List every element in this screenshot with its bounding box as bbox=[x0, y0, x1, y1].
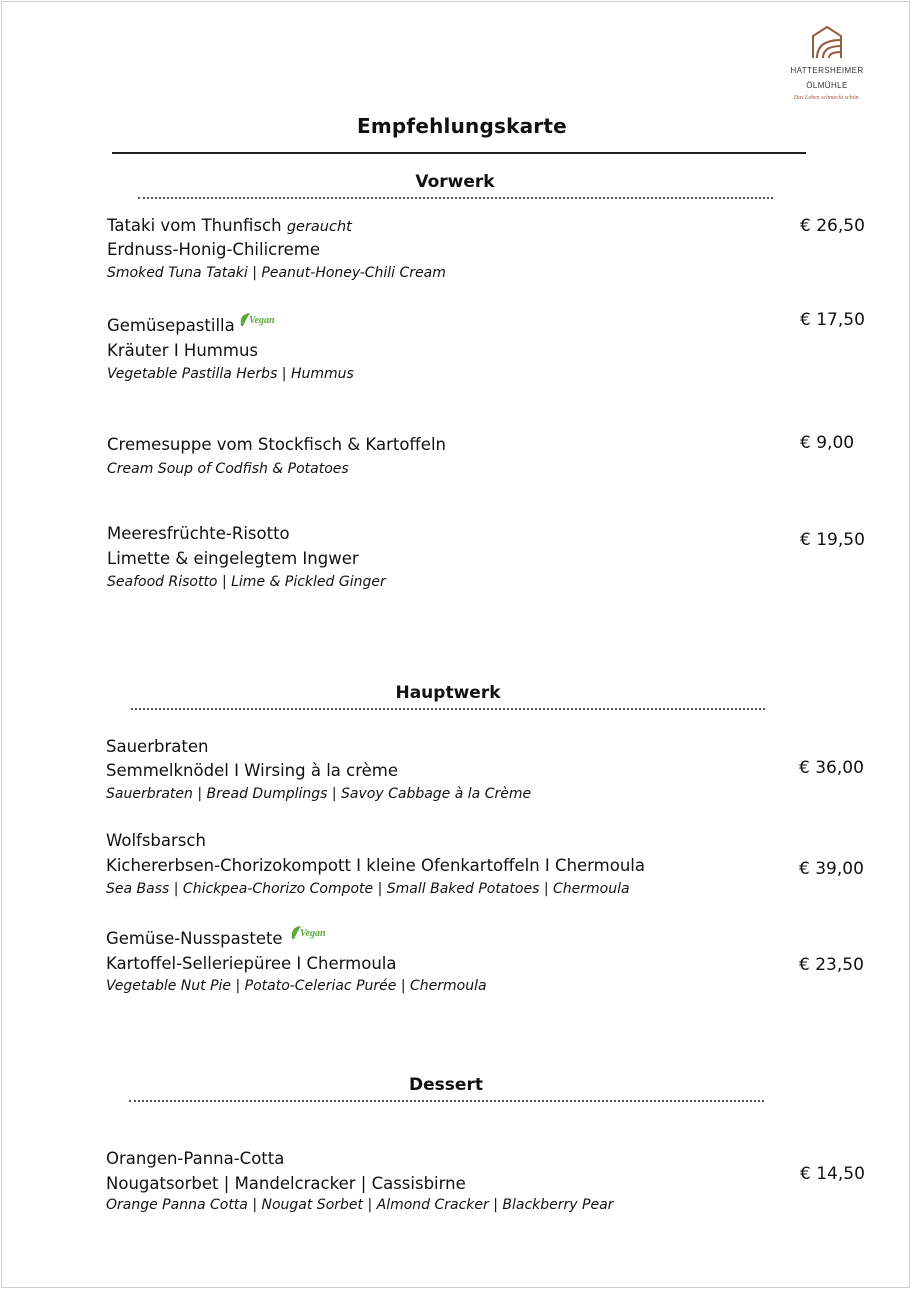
vegan-leaf-icon bbox=[238, 310, 278, 334]
dish-name-text: Gemüsepastilla bbox=[107, 316, 235, 335]
menu-page bbox=[1, 1, 910, 1288]
restaurant-logo bbox=[782, 24, 872, 101]
dish-price: € 14,50 bbox=[800, 1164, 865, 1184]
vegan-leaf-icon bbox=[289, 923, 329, 947]
vegan-label: Vegan bbox=[248, 315, 275, 326]
dish-subtitle: Kichererbsen-Chorizokompott I kleine Ofenkartoffeln I Chermoula bbox=[106, 856, 645, 875]
dish-name bbox=[106, 929, 329, 953]
dish-name-text: Gemüse-Nusspastete bbox=[106, 929, 283, 948]
dish-subtitle: Limette & eingelegtem Ingwer bbox=[107, 549, 359, 568]
dish-subtitle: Kräuter I Hummus bbox=[107, 341, 258, 360]
dish-english: Seafood Risotto | Lime & Pickled Ginger bbox=[107, 574, 386, 590]
dish-price: € 9,00 bbox=[800, 433, 855, 453]
dish-name: Meeresfrüchte-Risotto bbox=[107, 524, 290, 543]
dish-price: € 26,50 bbox=[800, 216, 865, 236]
title-rule bbox=[112, 152, 806, 154]
section-title-hauptwerk: Hauptwerk bbox=[395, 683, 501, 703]
page-title: Empfehlungskarte bbox=[357, 114, 567, 138]
dish-name: Cremesuppe vom Stockfisch & Kartoffeln bbox=[107, 435, 446, 454]
logo-line2: ÖLMÜHLE bbox=[806, 81, 848, 90]
dish-note: geraucht bbox=[286, 219, 352, 235]
dish-name: Wolfsbarsch bbox=[106, 831, 206, 850]
vegan-label: Vegan bbox=[299, 928, 326, 939]
logo-line1: HATTERSHEIMER bbox=[790, 66, 864, 75]
section-divider bbox=[138, 197, 773, 199]
dish-name bbox=[107, 316, 278, 340]
dish-name-text: Tataki vom Thunfisch bbox=[107, 216, 282, 235]
section-divider bbox=[129, 1100, 764, 1102]
dish-english: Vegetable Nut Pie | Potato-Celeriac Purée | Chermoula bbox=[106, 978, 487, 994]
dish-english: Sea Bass | Chickpea-Chorizo Compote | Small Baked Potatoes | Chermoula bbox=[106, 881, 630, 897]
dish-subtitle: Semmelknödel I Wirsing à la crème bbox=[106, 761, 399, 780]
section-divider bbox=[131, 708, 765, 710]
dish-english: Cream Soup of Codfish & Potatoes bbox=[107, 461, 349, 477]
dish-name: Sauerbraten bbox=[106, 737, 209, 756]
dish-name: Orangen-Panna-Cotta bbox=[106, 1149, 285, 1168]
dish-price: € 36,00 bbox=[799, 758, 864, 778]
dish-price: € 39,00 bbox=[799, 859, 864, 879]
logo-mark-icon bbox=[807, 24, 847, 60]
section-title-dessert: Dessert bbox=[409, 1075, 483, 1095]
dish-subtitle: Erdnuss-Honig-Chilicreme bbox=[107, 240, 321, 259]
dish-subtitle: Kartoffel-Selleriepüree I Chermoula bbox=[106, 954, 397, 973]
dish-price: € 17,50 bbox=[800, 310, 865, 330]
dish-english: Smoked Tuna Tataki | Peanut-Honey-Chili Cream bbox=[107, 265, 446, 281]
dish-price: € 19,50 bbox=[800, 530, 865, 550]
dish-price: € 23,50 bbox=[799, 955, 864, 975]
logo-slogan: Das Leben schmeckt schön. bbox=[793, 95, 861, 101]
dish-english: Vegetable Pastilla Herbs | Hummus bbox=[107, 366, 354, 382]
dish-name bbox=[107, 216, 352, 235]
dish-subtitle: Nougatsorbet | Mandelcracker | Cassisbirne bbox=[106, 1174, 466, 1193]
dish-english: Sauerbraten | Bread Dumplings | Savoy Cabbage à la Crème bbox=[106, 786, 532, 802]
dish-english: Orange Panna Cotta | Nougat Sorbet | Almond Cracker | Blackberry Pear bbox=[106, 1197, 614, 1213]
section-title-vorwerk: Vorwerk bbox=[415, 172, 495, 192]
